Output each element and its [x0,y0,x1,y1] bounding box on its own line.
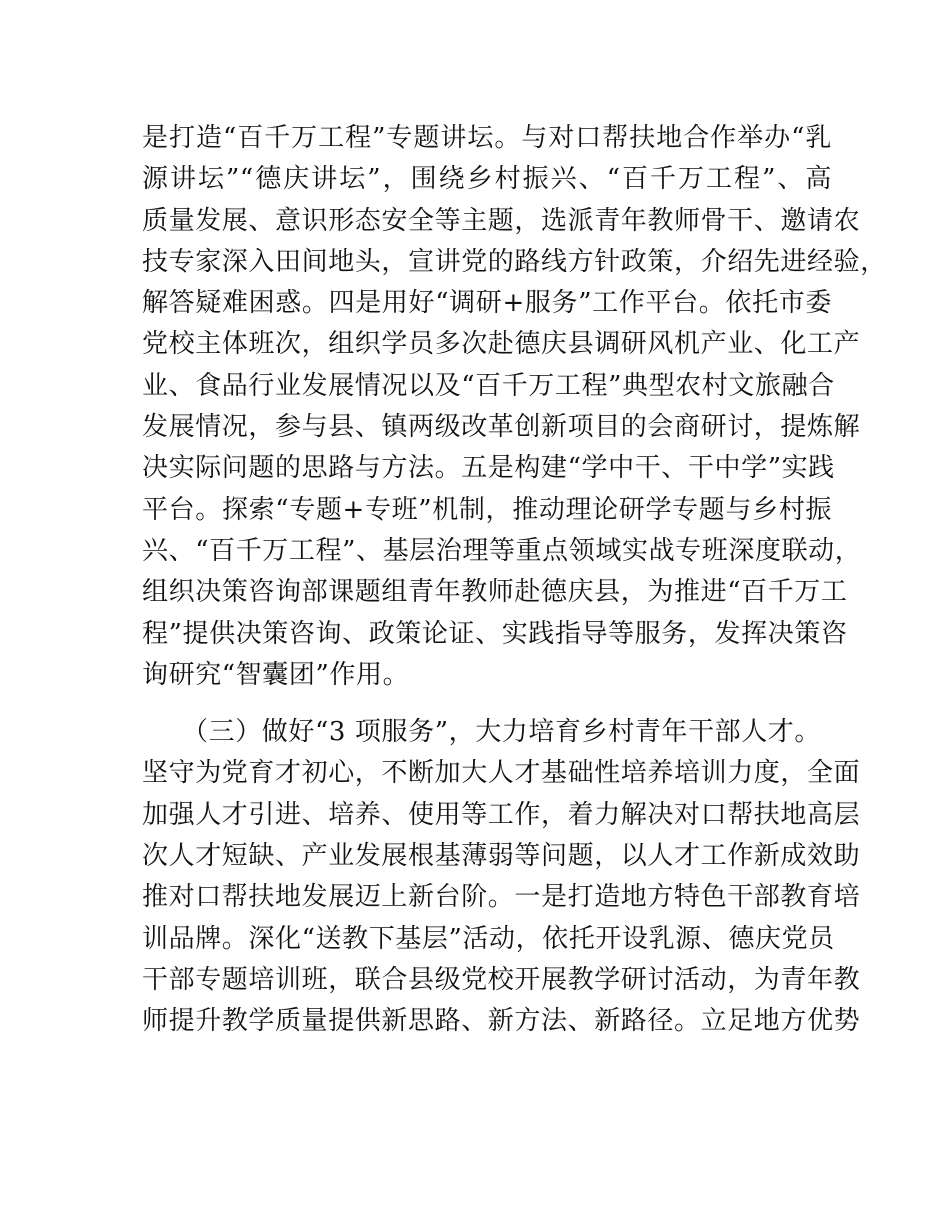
paragraph-1 [142,118,887,696]
text-line: 干部专题培训班，联合县级党校开展教学研讨活动，为青年教 [142,964,861,995]
text-line: 技专家深入田间地头，宣讲党的路线方针政策，介绍先进经验， [142,246,887,277]
text-line: 训品牌。深化“送教下基层”活动，依托开设乳源、德庆党员 [142,923,835,954]
text-line: 业、食品行业发展情况以及“百千万工程”典型农村文旅融合 [142,370,835,401]
text-line: 决实际问题的思路与方法。五是构建“学中干、干中学”实践 [142,453,835,484]
text-line: 加强人才引进、培养、使用等工作，着力解决对口帮扶地高层 [142,799,861,830]
text-line: 源讲坛”“德庆讲坛”，围绕乡村振兴、“百千万工程”、高 [142,164,832,195]
paragraph-spacer [142,696,832,712]
text-line: 党校主体班次，组织学员多次赴德庆县调研风机产业、化工产 [142,329,861,360]
text-line: 发展情况，参与县、镇两级改革创新项目的会商研讨，提炼解 [142,412,861,443]
text-line: 平台。探索“专题+专班”机制，推动理论研学专题与乡村振 [142,494,832,525]
text-line: 程”提供决策咨询、政策论证、实践指导等服务，发挥决策咨 [142,618,848,649]
text-line: 推对口帮扶地发展迈上新台阶。一是打造地方特色干部教育培 [142,882,861,913]
text-line: 次人才短缺、产业发展根基薄弱等问题，以人才工作新成效助 [142,841,861,872]
text-line: 是打造“百千万工程”专题讲坛。与对口帮扶地合作举办“乳 [142,123,832,153]
text-line: 解答疑难困惑。四是用好“调研+服务”工作平台。依托市委 [142,288,832,319]
text-line: 询研究“智囊团”作用。 [142,659,410,690]
text-line: 师提升教学质量提供新思路、新方法、新路径。立足地方优势 [142,1006,861,1037]
text-line: 坚守为党育才初心，不断加大人才基础性培养培训力度，全面 [142,758,861,789]
document-body [142,118,887,1043]
text-line: 兴、“百千万工程”、基层治理等重点领域实战专班深度联动， [142,535,862,566]
section-heading-line: （三）做好“3 项服务”，大力培育乡村青年干部人才。 [182,717,821,748]
text-line: 质量发展、意识形态安全等主题，选派青年教师骨干、邀请农 [142,205,861,236]
paragraph-2 [142,712,861,1042]
text-line: 组织决策咨询部课题组青年教师赴德庆县，为推进“百千万工 [142,577,848,608]
